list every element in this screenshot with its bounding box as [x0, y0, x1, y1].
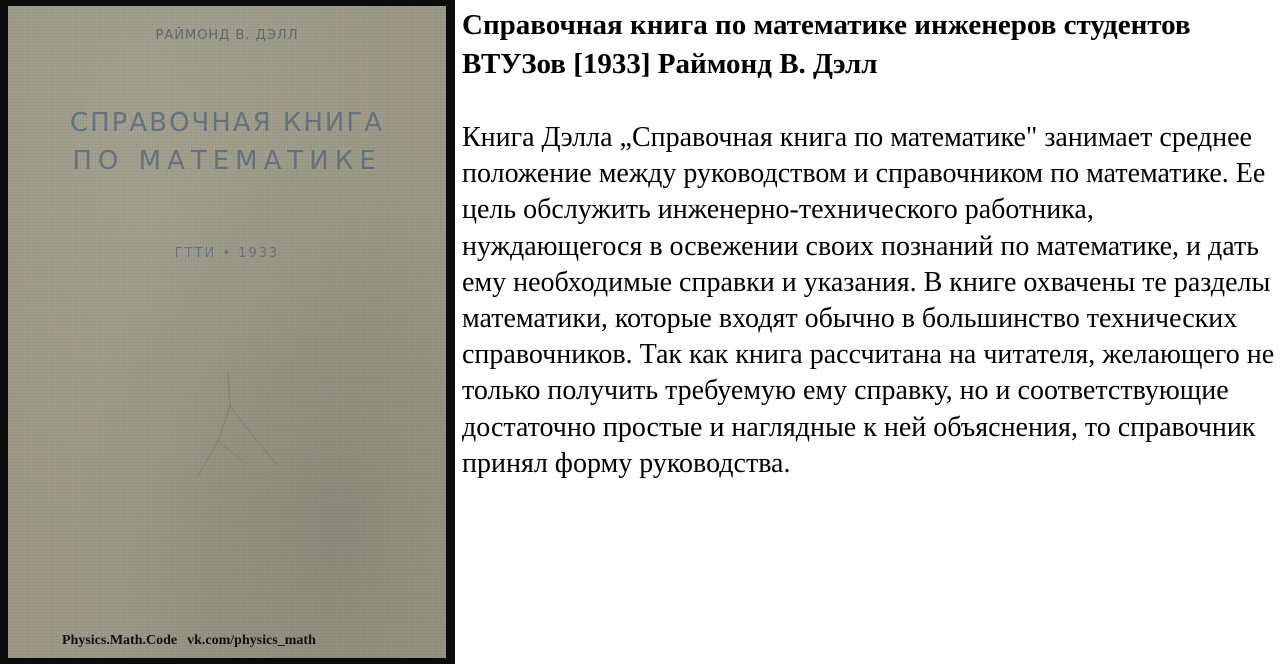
article-body: Книга Дэлла „Справочная книга по математике" занимает среднее положение между руководством и справочником по математике. Ее цель обслужить инженерно-технического работника, нуждающегося в освежении своих познаний по математике, и дать ему необходимые справки и указания. В книге охвачены те разделы математики, которые входят обычно в большинство технических справочников. Так как книга рассчитана на читателя, желающего не только получить требуемую ему справку, но и соответствующие достаточно простые и наглядные к ней объяснения, то справочник принял форму руководства.: [462, 122, 1275, 479]
watermark-link: vk.com/physics_math: [187, 633, 316, 648]
cover-publisher: ГТТИ • 1933: [174, 246, 280, 261]
book-cover: [8, 6, 446, 658]
watermark: [62, 633, 316, 649]
cover-author: РАЙМОНД В. ДЭЛЛ: [155, 28, 299, 43]
cover-title-line1: СПРАВОЧНАЯ КНИГА: [69, 108, 385, 138]
article-headline: Справочная книга по математике инженеров студентов ВТУЗов [1933] Раймонд В. Дэлл: [462, 9, 1191, 80]
cover-title: [8, 104, 446, 180]
article-text: [462, 6, 1276, 482]
watermark-name: Physics.Math.Code: [62, 633, 178, 648]
cover-title-line2: ПО МАТЕМАТИКЕ: [72, 146, 382, 176]
book-cover-image: [0, 0, 455, 664]
cover-wear-marks: [158, 366, 308, 486]
